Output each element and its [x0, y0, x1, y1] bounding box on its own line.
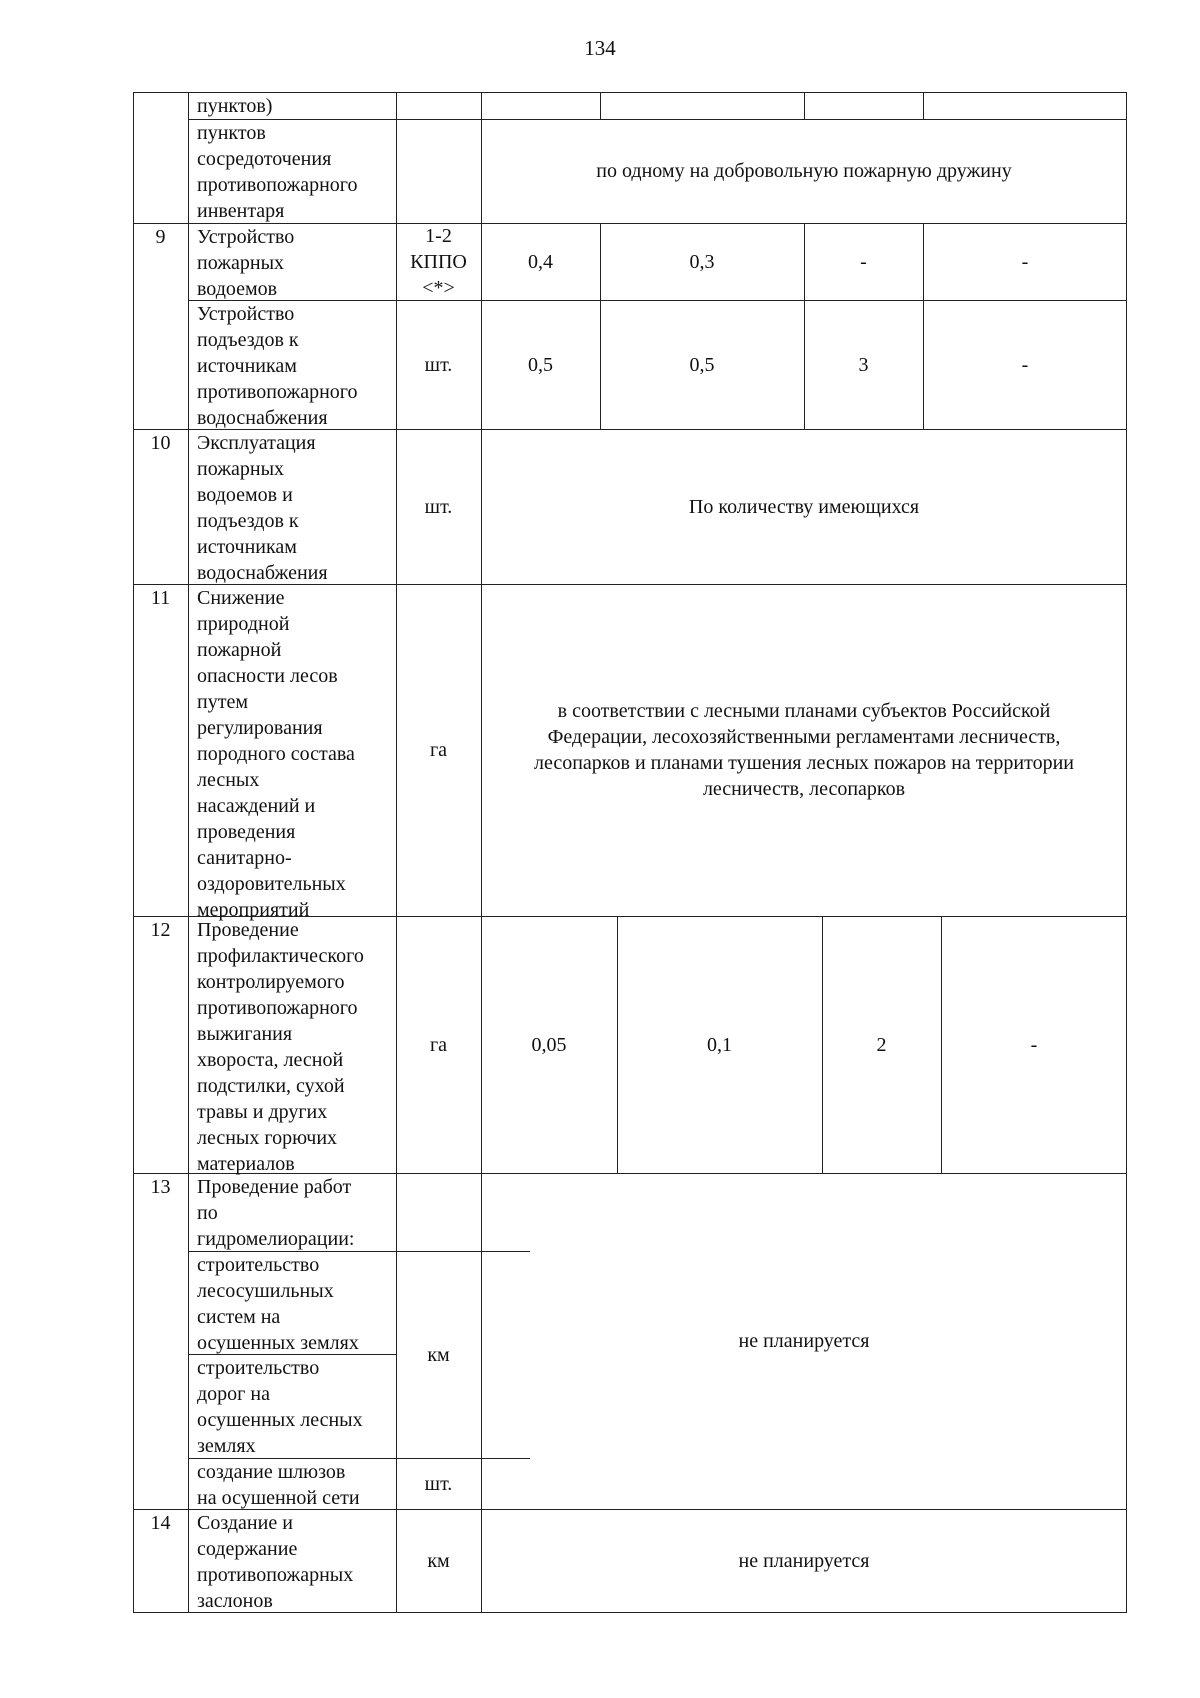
page-number: 134 [584, 36, 616, 60]
row-9-value-4: - [1021, 250, 1029, 273]
row-11-value: в соответствии с лесными планами субъектов Российской Федерации, лесохозяйственными регламентами лесничеств, лесопарков и планами тушения лесных пожаров на территории лесничеств, лесопарков [533, 700, 1075, 800]
row-13-name: Проведение работ по гидромелиорации: [197, 1176, 355, 1250]
row-11-unit: га [429, 739, 448, 761]
row-9-number: 9 [155, 226, 166, 248]
row-9-value-1: 0,4 [528, 250, 553, 273]
row-10-number: 10 [150, 432, 171, 454]
row-10-value: По количеству имеющихся [688, 495, 920, 518]
row-9-name: Устройство пожарных водоемов [197, 226, 295, 300]
row-12-value-4: - [1030, 1033, 1038, 1056]
row-9-subitem-unit: шт. [424, 353, 453, 376]
row-13-subitem-3-unit: шт. [424, 1472, 453, 1495]
norms-table [133, 92, 1127, 1619]
row-14-number: 14 [150, 1512, 171, 1534]
row-14-name: Создание и содержание противопожарных заслонов [197, 1512, 354, 1612]
row-11-name: Снижение природной пожарной опасности лесов путем регулирования породного состава лесных насаждений и проведения санитарно- оздоровительных мероприятий [197, 587, 355, 921]
row-9-subitem-value-4: - [1021, 353, 1029, 376]
table-rule [804, 92, 805, 120]
row-11-number: 11 [150, 587, 171, 609]
row-8-subitem-name: пунктов сосредоточения противопожарного инвентаря [197, 122, 358, 222]
row-12-unit: га [429, 1033, 448, 1056]
row-12-value-3: 2 [876, 1033, 887, 1056]
row-12-value-1: 0,05 [531, 1033, 567, 1056]
row-12-name: Проведение профилактического контролируемого противопожарного выжигания хвороста, лесной подстилки, сухой травы и других лесных горючих материалов [197, 919, 364, 1175]
row-9-subitem-value-3: 3 [858, 353, 869, 376]
row-12-number: 12 [150, 919, 171, 941]
row-13-subitems-unit: км [427, 1343, 450, 1366]
table-rule [133, 92, 134, 1613]
row-9-subitem-value-2: 0,5 [689, 353, 715, 376]
row-14-value: не планируется [738, 1549, 870, 1572]
row-9-value-3: - [860, 250, 867, 273]
row-9-unit: 1-2 КППО <*> [410, 224, 467, 299]
row-10-unit: шт. [424, 495, 453, 518]
table-rule [133, 1612, 1127, 1613]
row-9-subitem-name: Устройство подъездов к источникам противопожарного водоснабжения [197, 303, 358, 429]
row-12-value-2: 0,1 [707, 1033, 732, 1056]
table-rule [600, 92, 601, 120]
row-8-subitem-value: по одному на добровольную пожарную дружину [596, 160, 1012, 182]
row-13-subitem-1: строительство лесосушильных систем на осушенных землях [197, 1254, 359, 1354]
row-14-unit: км [427, 1549, 450, 1572]
row-13-value: не планируется [738, 1330, 870, 1352]
row-13-subitem-3: создание шлюзов на осушенной сети [197, 1461, 360, 1509]
row-9-value-2: 0,3 [689, 250, 715, 273]
table-rule [923, 92, 924, 120]
row-9-subitem-value-1: 0,5 [528, 353, 553, 376]
row-13-subitem-2: строительство дорог на осушенных лесных землях [197, 1357, 363, 1457]
row-8-name-continuation: пунктов) [197, 95, 273, 117]
row-13-number: 13 [150, 1176, 171, 1198]
row-10-name: Эксплуатация пожарных водоемов и подъездов к источникам водоснабжения [197, 432, 328, 584]
